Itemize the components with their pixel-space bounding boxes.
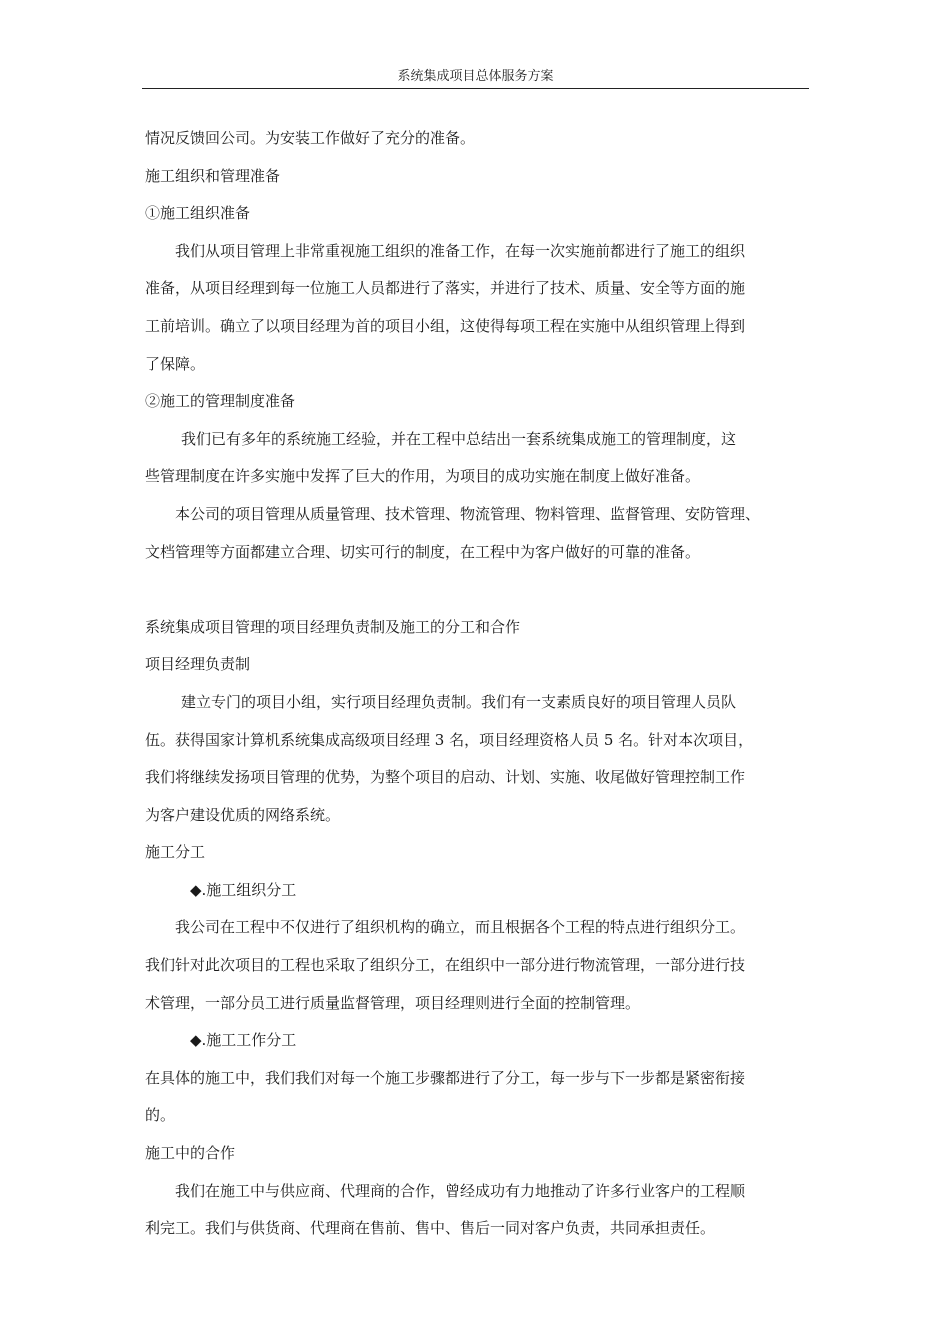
subsection-heading: ②施工的管理制度准备: [145, 392, 296, 411]
section-heading: 系统集成项目管理的项目经理负责制及施工的分工和合作: [145, 617, 521, 636]
text-line: 我们已有多年的系统施工经验，并在工程中总结出一套系统集成施工的管理制度，这: [181, 429, 737, 448]
text-line: 本公司的项目管理从质量管理、技术管理、物流管理、物料管理、监督管理、安防管理、: [175, 504, 761, 523]
text-line: 些管理制度在许多实施中发挥了巨大的作用，为项目的成功实施在制度上做好准备。: [145, 467, 701, 486]
header-rule: [142, 88, 809, 89]
text-line: 文档管理等方面都建立合理、切实可行的制度，在工程中为客户做好的可靠的准备。: [145, 542, 701, 561]
section-heading: 施工组织和管理准备: [145, 166, 281, 185]
subsection-heading: 施工中的合作: [145, 1144, 236, 1163]
text-line: 我们针对此次项目的工程也采取了组织分工，在组织中一部分进行物流管理，一部分进行技: [145, 956, 746, 975]
bullet-heading: ◆.施工组织分工: [190, 880, 297, 899]
text-line: 情况反馈回公司。为安装工作做好了充分的准备。: [145, 129, 476, 147]
text-line: 我们将继续发扬项目管理的优势，为整个项目的启动、计划、实施、收尾做好管理控制工作: [145, 768, 746, 787]
body-text: [145, 120, 809, 1248]
blank-line: [145, 571, 809, 609]
text-line: 为客户建设优质的网络系统。: [145, 805, 341, 824]
text-line: 建立专门的项目小组，实行项目经理负责制。我们有一支素质良好的项目管理人员队: [181, 692, 737, 711]
page-header: 系统集成项目总体服务方案: [397, 69, 554, 84]
subsection-heading: 项目经理负责制: [145, 655, 251, 674]
text-line: 在具体的施工中，我们我们对每一个施工步骤都进行了分工，每一步与下一步都是紧密衔接: [145, 1068, 746, 1087]
text-line: 利完工。我们与供货商、代理商在售前、售中、售后一同对客户负责，共同承担责任。: [145, 1219, 716, 1238]
text-line: 了保障。: [145, 354, 206, 373]
text-line: 工前培训。确立了以项目经理为首的项目小组，这使得每项工程在实施中从组织管理上得到: [145, 316, 746, 335]
text-line: 我们在施工中与供应商、代理商的合作，曾经成功有力地推动了许多行业客户的工程顺: [175, 1181, 746, 1200]
text-line: 的。: [145, 1106, 176, 1125]
text-line: 伍。获得国家计算机系统集成高级项目经理 3 名，项目经理资格人员 5 名。针对本次项目，: [145, 730, 754, 749]
bullet-heading: ◆.施工工作分工: [190, 1031, 297, 1050]
subsection-heading: ①施工组织准备: [145, 204, 251, 223]
text-line: 准备，从项目经理到每一位施工人员都进行了落实，并进行了技术、质量、安全等方面的施: [145, 279, 746, 298]
text-line: 我公司在工程中不仅进行了组织机构的确立，而且根据各个工程的特点进行组织分工。: [175, 918, 746, 937]
text-line: 术管理，一部分员工进行质量监督管理，项目经理则进行全面的控制管理。: [145, 993, 641, 1012]
text-line: 我们从项目管理上非常重视施工组织的准备工作，在每一次实施前都进行了施工的组织: [175, 241, 746, 260]
subsection-heading: 施工分工: [145, 843, 206, 862]
